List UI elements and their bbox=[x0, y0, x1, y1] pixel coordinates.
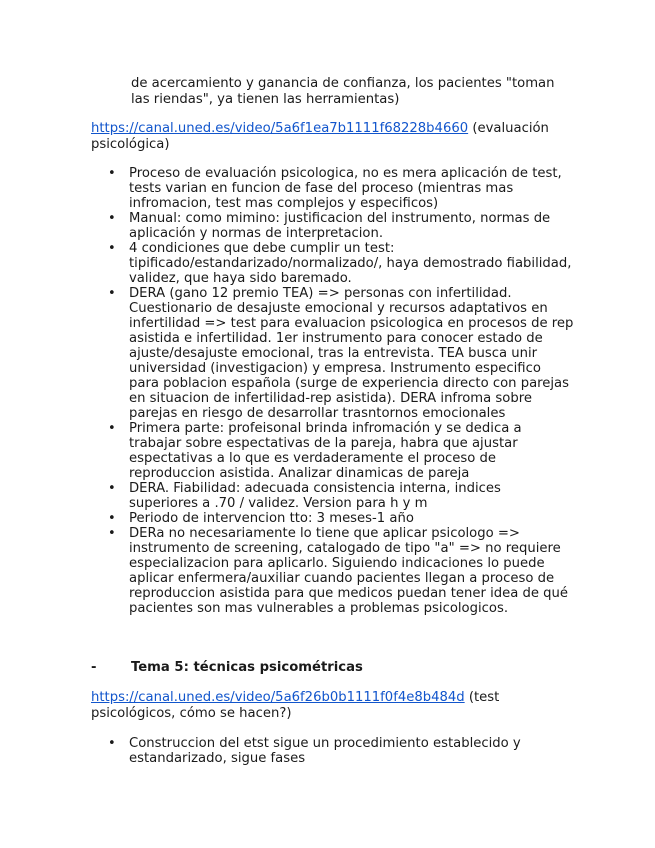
list-item-line: asistida e infertilidad. 1er instrumento para conocer estado de bbox=[129, 331, 543, 346]
list-item-line: infromacion, test mas complejos y especificos) bbox=[129, 196, 439, 211]
list-item-line: DERa no necesariamente lo tiene que aplicar psicologo => bbox=[129, 526, 520, 541]
bullet-icon: • bbox=[108, 421, 116, 436]
list-item-line: pacientes son mas vulnerables a problemas psicologicos. bbox=[129, 601, 509, 616]
link-description: psicológicos, cómo se hacen?) bbox=[91, 706, 292, 721]
video-link-line bbox=[91, 690, 499, 705]
list-item-line: superiores a .70 / validez. Version para h y m bbox=[129, 496, 428, 511]
heading-dash: - bbox=[91, 660, 97, 675]
list-item-line: estandarizado, sigue fases bbox=[129, 751, 306, 766]
bullet-icon: • bbox=[108, 166, 116, 181]
list-item-line: Primera parte: profeisonal brinda infromación y se dedica a bbox=[129, 421, 522, 436]
list-item-line: Proceso de evaluación psicologica, no es mera aplicación de test, bbox=[129, 166, 562, 181]
bullet-icon: • bbox=[108, 736, 116, 751]
list-item-line: trabajar sobre espectativas de la pareja, habra que ajustar bbox=[129, 436, 518, 451]
link-description: psicológica) bbox=[91, 137, 170, 152]
link-suffix: (test bbox=[464, 690, 500, 705]
list-item-line: Periodo de intervencion tto: 3 meses-1 año bbox=[129, 511, 414, 526]
intro-line: las riendas", ya tienen las herramientas) bbox=[131, 92, 400, 107]
list-item-line: tests varian en funcion de fase del proceso (mientras mas bbox=[129, 181, 514, 196]
video-link[interactable]: https://canal.uned.es/video/5a6f1ea7b1111f68228b4660 bbox=[91, 121, 469, 136]
list-item-line: tipificado/estandarizado/normalizado/, haya demostrado fiabilidad, bbox=[129, 256, 572, 271]
link-suffix: (evaluación bbox=[468, 121, 549, 136]
list-item-line: Cuestionario de desajuste emocional y recursos adaptativos en bbox=[129, 301, 548, 316]
bullet-icon: • bbox=[108, 286, 116, 301]
list-item-line: infertilidad => test para evaluacion psicologica en procesos de rep bbox=[129, 316, 574, 331]
intro-line: de acercamiento y ganancia de confianza, los pacientes "toman bbox=[131, 76, 555, 91]
list-item-line: Manual: como mimino: justificacion del instrumento, normas de bbox=[129, 211, 551, 226]
list-item-line: reproduccion asistida. Analizar dinamicas de pareja bbox=[129, 466, 470, 481]
list-item-line: reproduccion asistida para que medicos puedan tener idea de qué bbox=[129, 586, 569, 601]
list-item-line: en situacion de infertilidad-rep asistida). DERA infroma sobre bbox=[129, 391, 532, 406]
list-item-line: aplicación y normas de interpretacion. bbox=[129, 226, 384, 241]
bullet-icon: • bbox=[108, 211, 116, 226]
list-item-line: parejas en riesgo de desarrollar trasntornos emocionales bbox=[129, 406, 506, 421]
list-item-line: ajuste/desajuste emocional, tras la entrevista. TEA busca unir bbox=[129, 346, 538, 361]
list-item-line: espectativas a lo que es verdaderamente el proceso de bbox=[129, 451, 497, 466]
bullet-icon: • bbox=[108, 481, 116, 496]
video-link-line bbox=[91, 121, 549, 136]
list-item-line: Construccion del etst sigue un procedimiento establecido y bbox=[129, 736, 521, 751]
list-item-line: validez, que haya sido baremado. bbox=[129, 271, 352, 286]
list-item-line: universidad (investigacion) y empresa. Instrumento especifico bbox=[129, 361, 541, 376]
list-item-line: DERA (gano 12 premio TEA) => personas con infertilidad. bbox=[129, 286, 512, 301]
bullet-icon: • bbox=[108, 526, 116, 541]
list-item-line: DERA. Fiabilidad: adecuada consistencia interna, indices bbox=[129, 481, 501, 496]
list-item-line: 4 condiciones que debe cumplir un test: bbox=[129, 241, 395, 256]
list-item-line: aplicar enfermera/auxiliar cuando pacientes llegan a proceso de bbox=[129, 571, 555, 586]
bullet-icon: • bbox=[108, 241, 116, 256]
list-item-line: para poblacion española (surge de experiencia directo con parejas bbox=[129, 376, 570, 391]
video-link[interactable]: https://canal.uned.es/video/5a6f26b0b1111f0f4e8b484d bbox=[91, 690, 465, 705]
list-item-line: instrumento de screening, catalogado de tipo "a" => no requiere bbox=[129, 541, 561, 556]
list-item-line: especializacion para aplicarlo. Siguiendo indicaciones lo puede bbox=[129, 556, 545, 571]
section-heading: Tema 5: técnicas psicométricas bbox=[131, 660, 363, 675]
bullet-icon: • bbox=[108, 511, 116, 526]
